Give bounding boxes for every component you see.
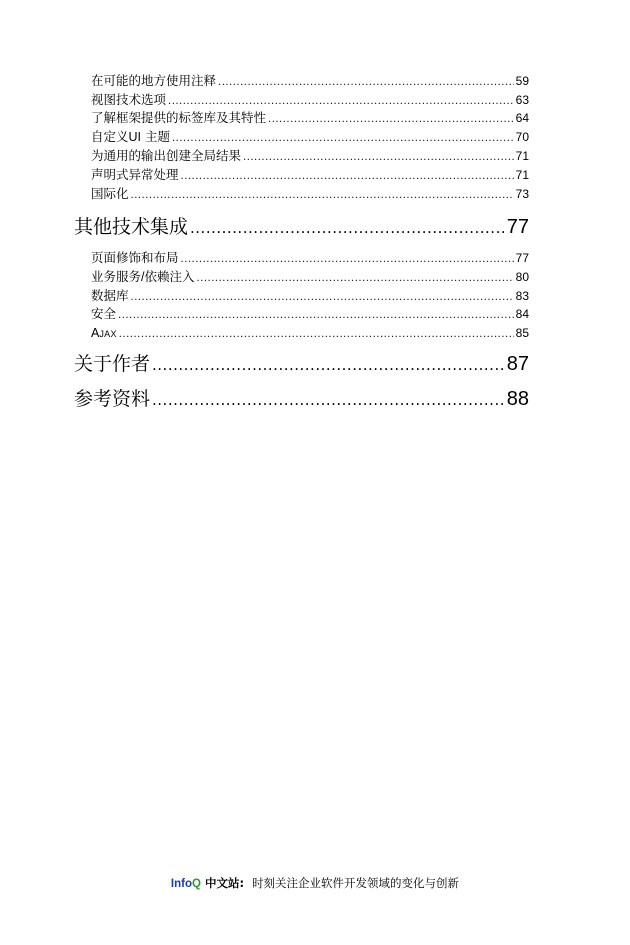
toc-leader-dots: [119, 327, 514, 343]
toc-leader-dots: [197, 271, 514, 287]
toc-chapter-references[interactable]: [74, 387, 529, 412]
toc-entry-page: 83: [515, 289, 529, 303]
brand-part-q: Q: [192, 878, 201, 890]
toc-entry-database[interactable]: [91, 288, 529, 306]
brand-part-info: Info: [170, 878, 192, 890]
toc-chapter-title: 参考资料: [74, 388, 151, 410]
toc-entry-title: 了解框架提供的标签库及其特性: [91, 110, 267, 125]
site-label: 中文站:: [200, 876, 245, 890]
toc-title-latin: UI: [128, 130, 142, 144]
toc-chapter-about-author[interactable]: [74, 352, 529, 377]
toc-title-smallcaps: JAX: [99, 329, 117, 339]
toc-chapter-page: 88: [506, 388, 529, 410]
toc-entry-exception-handling[interactable]: [91, 167, 529, 185]
toc-leader-dots: [268, 112, 514, 128]
toc-entry-page: 73: [515, 187, 529, 201]
toc-entry-title: 声明式异常处理: [91, 167, 179, 182]
toc-entry-page: 85: [515, 326, 529, 340]
toc-entry-annotations[interactable]: [91, 73, 529, 91]
toc-entry-view-tech[interactable]: [91, 92, 529, 110]
toc-leader-dots: [243, 150, 514, 166]
toc-entry-i18n[interactable]: [91, 186, 529, 204]
toc-leader-dots: [152, 353, 505, 377]
toc-title-prefix: 自定义: [91, 129, 129, 144]
toc-title-latin: /: [141, 270, 145, 284]
toc-chapter-title: 其他技术集成: [74, 216, 189, 238]
toc-entry-title: [91, 325, 117, 342]
toc-title-suffix: 主题: [141, 129, 170, 144]
toc-entry-title: 国际化: [91, 186, 129, 201]
toc-leader-dots: [131, 290, 514, 306]
toc-entry-page: 59: [515, 74, 529, 88]
toc-entry-title: 在可能的地方使用注释: [91, 73, 217, 88]
infoq-logo: [171, 876, 201, 890]
toc-entry-page-layout[interactable]: [91, 250, 529, 268]
toc-entry-page: 70: [515, 130, 529, 144]
toc-chapter-page: 77: [506, 216, 529, 238]
toc-entry-ajax[interactable]: [91, 325, 529, 343]
toc-entry-dependency-injection[interactable]: [91, 269, 529, 287]
toc-entry-tag-libraries[interactable]: [91, 110, 529, 128]
toc-entry-page: 64: [515, 111, 529, 125]
toc-leader-dots: [131, 188, 514, 204]
toc-title-prefix: 业务服务: [91, 269, 142, 284]
toc-leader-dots: [172, 131, 514, 147]
toc-entry-page: 84: [515, 307, 529, 321]
toc-title-suffix: 依赖注入: [144, 269, 195, 284]
toc-entry-page: 77: [515, 251, 529, 265]
toc-entry-page: 80: [515, 270, 529, 284]
toc-chapter-title: 关于作者: [74, 353, 151, 375]
toc-entry-title: 视图技术选项: [91, 92, 167, 107]
footer-slogan: 时刻关注企业软件开发领域的变化与创新: [252, 876, 460, 890]
toc-entry-title: [91, 129, 170, 145]
toc-entry-security[interactable]: [91, 306, 529, 324]
toc-entry-title: [91, 269, 195, 285]
toc-leader-dots: [181, 252, 514, 268]
toc-entry-global-results[interactable]: [91, 148, 529, 166]
toc-leader-dots: [190, 216, 505, 240]
toc-leader-dots: [181, 169, 514, 185]
toc-title-cap: A: [91, 326, 100, 340]
toc-entry-title: 安全: [91, 306, 117, 321]
page-footer: [0, 876, 630, 891]
toc-entry-page: 71: [515, 168, 529, 182]
toc-chapter-integration[interactable]: [74, 215, 529, 240]
toc-entry-title: 为通用的输出创建全局结果: [91, 148, 242, 163]
toc-leader-dots: [168, 94, 514, 110]
toc-entry-page: 71: [515, 149, 529, 163]
toc-entry-page: 63: [515, 93, 529, 107]
toc-entry-title: 数据库: [91, 288, 129, 303]
toc-chapter-page: 87: [506, 353, 529, 375]
toc-leader-dots: [152, 388, 505, 412]
toc-entry-title: 页面修饰和布局: [91, 250, 179, 265]
toc-leader-dots: [118, 308, 514, 324]
toc-entry-custom-ui-theme[interactable]: [91, 129, 529, 147]
toc-leader-dots: [218, 75, 514, 91]
